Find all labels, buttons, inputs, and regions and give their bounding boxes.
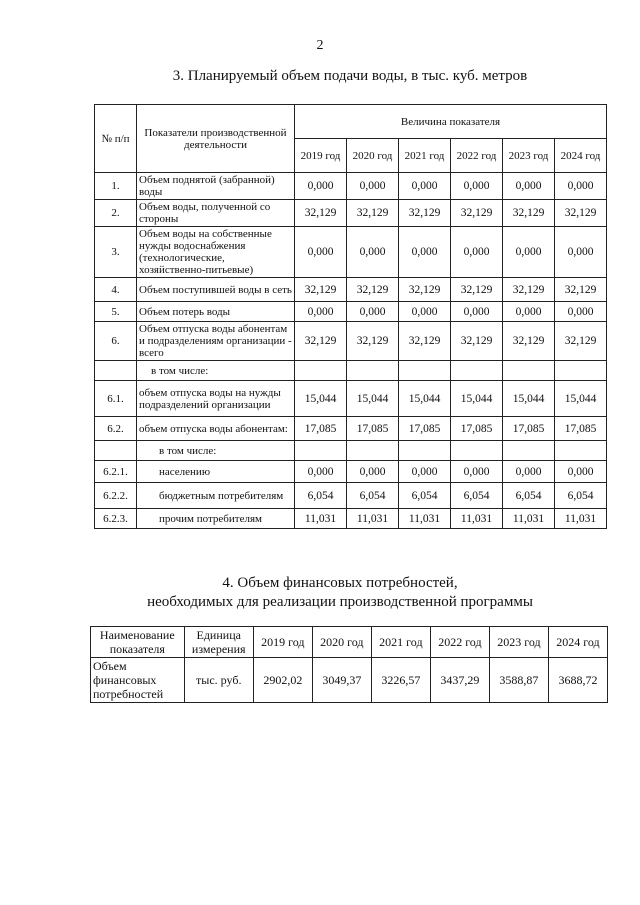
- row-label: Объем потерь воды: [137, 302, 295, 322]
- row-value: 17,085: [451, 417, 503, 441]
- table-row: [95, 483, 607, 509]
- row-value: 32,129: [555, 322, 607, 361]
- row-number: 6.2.3.: [95, 509, 137, 529]
- row-value: 0,000: [555, 227, 607, 278]
- row-value: 32,129: [399, 278, 451, 302]
- header-value: Величина показателя: [295, 105, 607, 139]
- table-row: [95, 322, 607, 361]
- row-number: 4.: [95, 278, 137, 302]
- row-value: 17,085: [295, 417, 347, 441]
- row-value: 6,054: [503, 483, 555, 509]
- fin-value: 3588,87: [489, 658, 548, 703]
- row-number: 1.: [95, 173, 137, 200]
- row-label: бюджетным потребителям: [137, 483, 295, 509]
- table-row: [95, 361, 607, 381]
- row-value: 0,000: [451, 173, 503, 200]
- row-value: 0,000: [451, 302, 503, 322]
- table-row: [95, 509, 607, 529]
- row-number: [95, 361, 137, 381]
- row-value: 11,031: [451, 509, 503, 529]
- table-row: [95, 381, 607, 417]
- row-number: 6.2.: [95, 417, 137, 441]
- fin-value: 2902,02: [253, 658, 312, 703]
- row-value: 32,129: [503, 322, 555, 361]
- row-value: 0,000: [451, 461, 503, 483]
- row-value: 0,000: [399, 302, 451, 322]
- row-label: объем отпуска воды абонентам:: [137, 417, 295, 441]
- row-value: 32,129: [555, 200, 607, 227]
- fin-header: 2021 год: [371, 627, 430, 658]
- row-value: 17,085: [347, 417, 399, 441]
- row-value: [295, 361, 347, 381]
- row-label: в том числе:: [137, 441, 295, 461]
- row-value: 32,129: [347, 322, 399, 361]
- row-value: [451, 441, 503, 461]
- row-value: 0,000: [399, 173, 451, 200]
- row-value: 0,000: [347, 227, 399, 278]
- section3-title: 3. Планируемый объем подачи воды, в тыс. куб. метров: [172, 68, 528, 84]
- row-value: 17,085: [555, 417, 607, 441]
- row-value: 0,000: [399, 227, 451, 278]
- row-value: [555, 361, 607, 381]
- row-value: 17,085: [399, 417, 451, 441]
- table-row: [95, 227, 607, 278]
- header-indicator: Показатели производственной деятельности: [137, 105, 295, 173]
- row-value: [347, 441, 399, 461]
- table-row: [95, 417, 607, 441]
- row-value: 0,000: [503, 302, 555, 322]
- fin-value: 3049,37: [312, 658, 371, 703]
- row-value: 15,044: [347, 381, 399, 417]
- row-value: 0,000: [295, 227, 347, 278]
- row-value: 15,044: [503, 381, 555, 417]
- fin-row-unit: тыс. руб.: [184, 658, 253, 703]
- row-number: 3.: [95, 227, 137, 278]
- row-value: 15,044: [555, 381, 607, 417]
- row-value: 11,031: [347, 509, 399, 529]
- row-value: [399, 441, 451, 461]
- row-value: 32,129: [451, 278, 503, 302]
- row-value: 32,129: [555, 278, 607, 302]
- fin-value: 3437,29: [430, 658, 489, 703]
- fin-value: 3688,72: [548, 658, 607, 703]
- row-value: 11,031: [555, 509, 607, 529]
- row-value: 11,031: [295, 509, 347, 529]
- row-number: 6.: [95, 322, 137, 361]
- row-value: [503, 441, 555, 461]
- row-value: [503, 361, 555, 381]
- row-value: 32,129: [295, 200, 347, 227]
- financial-needs-table: [90, 626, 608, 703]
- row-value: [347, 361, 399, 381]
- row-number: 6.1.: [95, 381, 137, 417]
- row-value: 0,000: [555, 173, 607, 200]
- row-value: 0,000: [295, 302, 347, 322]
- row-value: 0,000: [295, 173, 347, 200]
- row-value: 0,000: [503, 461, 555, 483]
- row-value: 0,000: [347, 461, 399, 483]
- row-value: [295, 441, 347, 461]
- row-value: 6,054: [347, 483, 399, 509]
- row-value: 0,000: [399, 461, 451, 483]
- table-row: [95, 278, 607, 302]
- row-value: 32,129: [399, 322, 451, 361]
- header-year: 2021 год: [399, 139, 451, 173]
- row-value: 32,129: [503, 278, 555, 302]
- row-value: 0,000: [555, 302, 607, 322]
- section4-title-line1: 4. Объем финансовых потребностей,: [222, 575, 458, 591]
- table-row: [95, 200, 607, 227]
- row-value: 0,000: [347, 302, 399, 322]
- fin-row-name: Объем финансовых потребностей: [91, 658, 185, 703]
- row-label: прочим потребителям: [137, 509, 295, 529]
- fin-header: 2023 год: [489, 627, 548, 658]
- row-value: 6,054: [295, 483, 347, 509]
- fin-header: 2024 год: [548, 627, 607, 658]
- row-value: 15,044: [295, 381, 347, 417]
- row-value: 0,000: [347, 173, 399, 200]
- row-label: Объем воды, полученной со стороны: [137, 200, 295, 227]
- row-number: [95, 441, 137, 461]
- row-label: объем отпуска воды на нужды подразделений организации: [137, 381, 295, 417]
- row-label: Объем поступившей воды в сеть: [137, 278, 295, 302]
- row-value: [555, 441, 607, 461]
- row-value: 32,129: [503, 200, 555, 227]
- row-label: Объем отпуска воды абонентам и подразделениям организации - всего: [137, 322, 295, 361]
- row-value: 32,129: [347, 200, 399, 227]
- fin-header: 2020 год: [312, 627, 371, 658]
- table-row: [95, 461, 607, 483]
- header-year: 2020 год: [347, 139, 399, 173]
- row-value: 32,129: [451, 200, 503, 227]
- fin-header: 2019 год: [253, 627, 312, 658]
- row-value: 11,031: [399, 509, 451, 529]
- row-value: 0,000: [503, 173, 555, 200]
- section4-title-line2: необходимых для реализации производственной программы: [147, 594, 533, 610]
- row-value: 6,054: [399, 483, 451, 509]
- table-row: [95, 441, 607, 461]
- row-value: 32,129: [399, 200, 451, 227]
- fin-value: 3226,57: [371, 658, 430, 703]
- table-row: [95, 173, 607, 200]
- table-row: [95, 302, 607, 322]
- row-value: 0,000: [295, 461, 347, 483]
- row-value: 0,000: [503, 227, 555, 278]
- row-label: Объем воды на собственные нужды водоснабжения (технологические, хозяйственно-питьевые): [137, 227, 295, 278]
- row-value: 0,000: [451, 227, 503, 278]
- row-value: 17,085: [503, 417, 555, 441]
- row-value: 6,054: [451, 483, 503, 509]
- header-year: 2023 год: [503, 139, 555, 173]
- page-number: 2: [316, 38, 324, 53]
- section4-title: [0, 574, 640, 612]
- row-value: [399, 361, 451, 381]
- row-value: 32,129: [295, 278, 347, 302]
- row-value: 32,129: [295, 322, 347, 361]
- row-value: 6,054: [555, 483, 607, 509]
- row-value: [451, 361, 503, 381]
- row-label: Объем поднятой (забранной) воды: [137, 173, 295, 200]
- row-value: 15,044: [399, 381, 451, 417]
- header-num: № п/п: [95, 105, 137, 173]
- fin-header: Наименование показателя: [91, 627, 185, 658]
- header-year: 2022 год: [451, 139, 503, 173]
- water-supply-table: [94, 104, 607, 529]
- row-number: 6.2.1.: [95, 461, 137, 483]
- row-value: 32,129: [451, 322, 503, 361]
- row-value: 15,044: [451, 381, 503, 417]
- water-supply-table-body: [95, 173, 607, 529]
- row-number: 2.: [95, 200, 137, 227]
- header-year: 2019 год: [295, 139, 347, 173]
- row-label: в том числе:: [137, 361, 295, 381]
- row-value: 11,031: [503, 509, 555, 529]
- row-number: 6.2.2.: [95, 483, 137, 509]
- row-label: населению: [137, 461, 295, 483]
- row-value: 32,129: [347, 278, 399, 302]
- fin-header: Единица измерения: [184, 627, 253, 658]
- row-number: 5.: [95, 302, 137, 322]
- header-year: 2024 год: [555, 139, 607, 173]
- fin-header: 2022 год: [430, 627, 489, 658]
- row-value: 0,000: [555, 461, 607, 483]
